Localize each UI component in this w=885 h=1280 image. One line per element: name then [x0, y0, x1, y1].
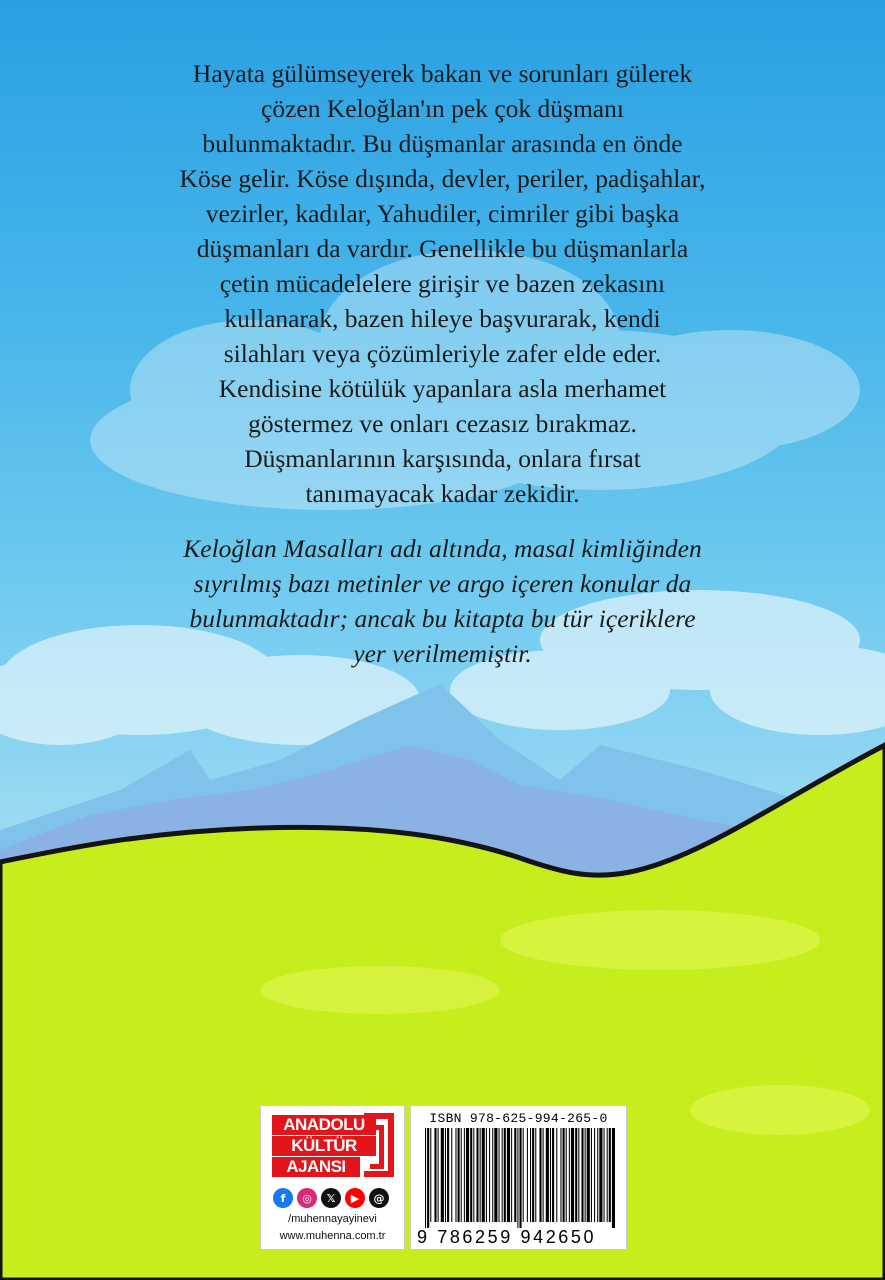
isbn-label: ISBN 978-625-994-265-0	[429, 1111, 608, 1126]
barcode-bar	[578, 1128, 579, 1222]
logo-line-3: AJANSI	[272, 1157, 360, 1177]
barcode-bar	[447, 1128, 449, 1222]
website-link[interactable]: www.muhenna.com.tr	[279, 1230, 386, 1242]
barcode-bar	[441, 1128, 444, 1222]
barcode-bar	[597, 1128, 598, 1222]
barcode-bar	[535, 1128, 536, 1222]
facebook-icon[interactable]: f	[273, 1188, 293, 1208]
barcode-bar	[523, 1128, 524, 1222]
barcode-bar	[552, 1128, 554, 1222]
barcode-digits: 9 786259 942650	[417, 1227, 597, 1247]
barcode-bar	[466, 1128, 469, 1222]
barcode-bar	[546, 1128, 549, 1222]
barcode-bar	[480, 1128, 481, 1222]
barcode-bar	[499, 1128, 500, 1222]
note-line: bulunmaktadır; ancak bu kitapta bu tür içeriklere	[189, 604, 696, 633]
barcode-bar	[438, 1128, 439, 1222]
note-line: Keloğlan Masalları adı altında, masal kimliğinden	[183, 534, 702, 563]
barcode-bar	[494, 1128, 497, 1222]
barcode-bar	[520, 1128, 522, 1228]
barcode-bar	[532, 1128, 534, 1222]
barcode-bar	[609, 1128, 611, 1222]
barcode-bars	[425, 1128, 615, 1228]
barcode-bar	[476, 1128, 478, 1222]
isbn-barcode-box	[410, 1105, 627, 1250]
youtube-icon[interactable]: ▶	[345, 1188, 365, 1208]
barcode-bar	[604, 1128, 605, 1222]
barcode-bar	[569, 1128, 570, 1222]
barcode-bar	[517, 1128, 518, 1228]
barcode-bar	[571, 1128, 574, 1222]
barcode-bar	[489, 1128, 490, 1222]
logo-line-1: ANADOLU	[272, 1115, 376, 1135]
barcode-bar	[486, 1128, 487, 1222]
barcode-bar	[507, 1128, 510, 1222]
barcode-bar	[530, 1128, 531, 1222]
barcode-bar	[594, 1128, 595, 1222]
barcode-bar	[445, 1128, 446, 1222]
barcode-bar	[539, 1128, 541, 1222]
barcode-bar	[427, 1128, 429, 1228]
barcode-bar	[425, 1128, 426, 1228]
barcode-bar	[587, 1128, 590, 1222]
logo-frame-inner-mark	[370, 1125, 384, 1169]
barcode-bar	[458, 1128, 460, 1222]
back-cover-blurb	[120, 56, 765, 511]
barcode-bar	[461, 1128, 462, 1222]
barcode-bar	[591, 1128, 592, 1222]
barcode-bar	[543, 1128, 544, 1222]
barcode-bar	[430, 1128, 431, 1222]
blurb-line: Hayata gülümseyerek bakan ve sorunları gülerek	[192, 59, 693, 88]
barcode-bar	[470, 1128, 472, 1222]
blurb-line: vezirler, kadılar, Yahudiler, cimriler gibi başka	[205, 199, 680, 228]
blurb-line: tanımayacak kadar zekidir.	[305, 479, 580, 508]
editorial-note	[120, 531, 765, 671]
barcode-bar	[464, 1128, 465, 1222]
blurb-line: silahları veya çözümleriyle zafer elde eder.	[223, 339, 662, 368]
blurb-line: Köse gelir. Köse dışında, devler, periler, padişahlar,	[179, 164, 706, 193]
barcode-bar	[504, 1128, 506, 1222]
blurb-line: Kendisine kötülük yapanlara asla merhamet	[218, 374, 667, 403]
blurb-line: çözen Keloğlan'ın pek çok düşmanı	[261, 94, 624, 123]
social-icons	[273, 1188, 393, 1210]
publisher-box	[260, 1105, 405, 1250]
barcode-bar	[473, 1128, 474, 1222]
barcode-bar	[563, 1128, 565, 1222]
barcode-bar	[612, 1128, 615, 1228]
anadolu-kultur-ajansi-logo	[264, 1109, 401, 1181]
barcode-bar	[575, 1128, 577, 1222]
barcode-bar	[502, 1128, 503, 1222]
blurb-line: Düşmanlarının karşısında, onlara fırsat	[244, 444, 641, 473]
barcode-bar	[514, 1128, 516, 1222]
barcode-bar	[550, 1128, 551, 1222]
threads-icon[interactable]: @	[369, 1188, 389, 1208]
note-line: sıyrılmış bazı metinler ve argo içeren konular da	[193, 569, 692, 598]
barcode-bar	[434, 1128, 436, 1222]
barcode-bar	[607, 1128, 608, 1222]
note-line: yer verilmemiştir.	[353, 639, 532, 668]
barcode-bar	[511, 1128, 512, 1222]
barcode-bar	[455, 1128, 456, 1222]
blurb-line: bulunmaktadır. Bu düşmanlar arasında en önde	[202, 129, 683, 158]
social-handle[interactable]: /muhennayayinevi	[288, 1213, 377, 1225]
barcode-bar	[492, 1128, 493, 1222]
barcode-bar	[560, 1128, 561, 1222]
barcode-bar	[451, 1128, 452, 1222]
blurb-line: çetin mücadelelere girişir ve bazen zekasını	[219, 269, 666, 298]
instagram-icon[interactable]: ◎	[297, 1188, 317, 1208]
blurb-line: kullanarak, bazen hileye başvurarak, kendi	[224, 304, 661, 333]
x-icon[interactable]: 𝕏	[321, 1188, 341, 1208]
logo-line-2: KÜLTÜR	[272, 1136, 376, 1156]
barcode-bar	[527, 1128, 528, 1222]
barcode-bar	[585, 1128, 586, 1222]
barcode-bar	[556, 1128, 557, 1222]
blurb-line: göstermez ve onları cezasız bırakmaz.	[248, 409, 637, 438]
barcode-bar	[482, 1128, 485, 1222]
barcode-bar	[599, 1128, 602, 1222]
barcode-bar	[581, 1128, 583, 1222]
barcode-bar	[566, 1128, 567, 1222]
blurb-line: düşmanları da vardır. Genellikle bu düşmanlarla	[196, 234, 689, 263]
